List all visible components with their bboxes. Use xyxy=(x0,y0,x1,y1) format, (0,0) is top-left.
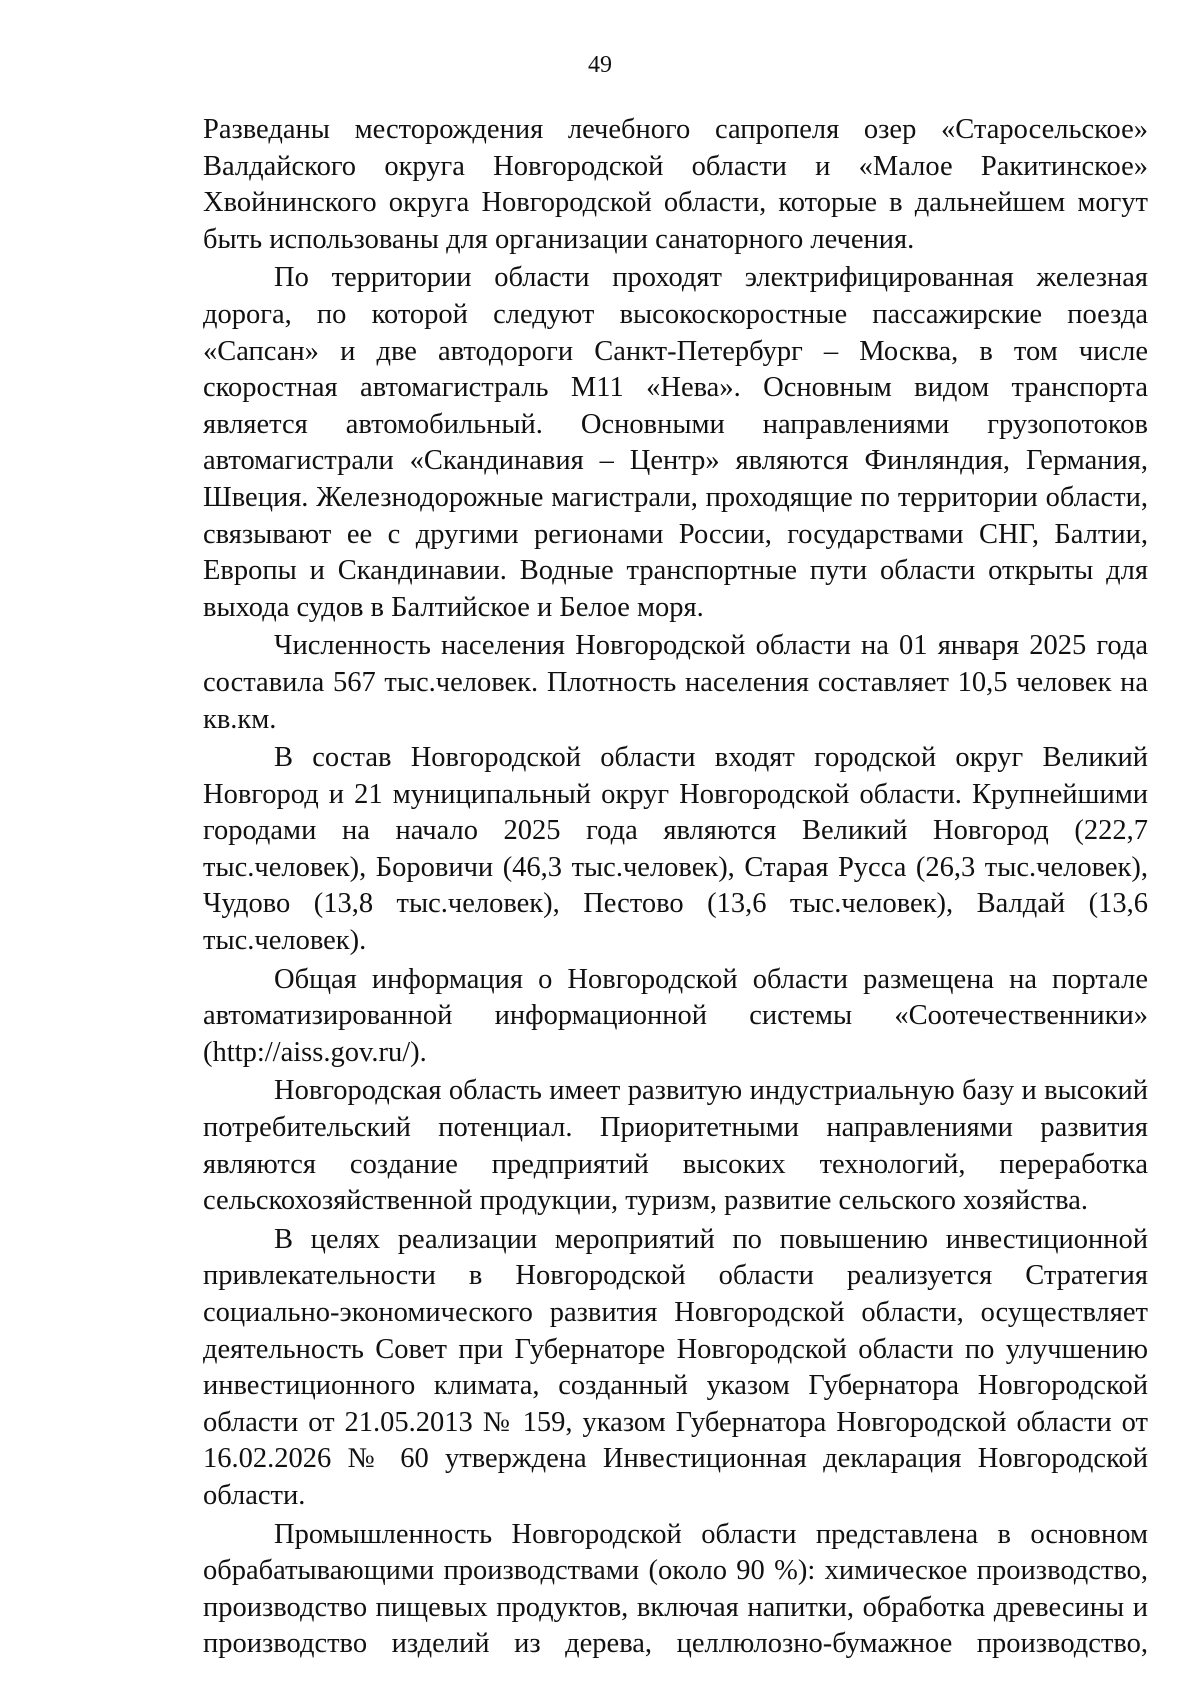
paragraph-administrative-structure: В состав Новгородской области входят городской округ Великий Новгород и 21 муниципальный округ Новгородской области. Крупнейшими городами на начало 2025 года являются Великий Новгород (222,7 тыс.человек), Боровичи (46,3 тыс.человек), Старая Русса (26,3 тыс.человек), Чудово (13,8 тыс.человек), Пестово (13,6 тыс.человек), Валдай (13,6 тыс.человек). xyxy=(203,742,1148,957)
paragraph-general-info-portal: Общая информация о Новгородской области размещена на портале автоматизированной информационной системы «Соотечественники» (http://aiss.gov.ru/). xyxy=(203,963,1148,1068)
paragraph-industrial-base: Новгородская область имеет развитую индустриальную базу и высокий потребительский потенциал. Приоритетными направлениями развития являются создание предприятий высоких технологий, переработка сельскохозяйственной продукции, туризм, развитие сельского хозяйства. xyxy=(203,1075,1148,1217)
paragraph-investment-attractiveness: В целях реализации мероприятий по повышению инвестиционной привлекательности в Новгородской области реализуется Стратегия социально-экономического развития Новгородской области, осуществляет деятельность Совет при Губернаторе Новгородской области по улучшению инвестиционного климата, созданный указом Губернатора Новгородской области от 21.05.2013 № 159, указом Губернатора Новгородской области от 16.02.2026 № 60 утверждена Инвестиционная декларация Новгородской области. xyxy=(203,1223,1148,1511)
paragraph-sapropel-deposits: Разведаны месторождения лечебного сапропеля озер «Старосельское» Валдайского округа Новгородской области и «Малое Ракитинское» Хвойнинского округа Новгородской области, которые в дальнейшем могут быть использованы для организации санаторного лечения. xyxy=(203,114,1148,255)
paragraph-transport: По территории области проходят электрифицированная железная дорога, по которой следуют высокоскоростные пассажирские поезда «Сапсан» и две автодороги Санкт-Петербург – Москва, в том числе скоростная автомагистраль М11 «Нева». Основным видом транспорта является автомобильный. Основными направлениями грузопотоков автомагистрали «Скандинавия – Центр» являются Финляндия, Германия, Швеция. Железнодорожные магистрали, проходящие по территории области, связывают ее с другими регионами России, государствами СНГ, Балтии, Европы и Скандинавии. Водные транспортные пути области открыты для выхода судов в Балтийское и Белое моря. xyxy=(203,262,1148,623)
paragraph-population: Численность населения Новгородской области на 01 января 2025 года составила 567 тыс.человек. Плотность населения составляет 10,5 человек на кв.км. xyxy=(203,630,1148,735)
paragraph-industry: Промышленность Новгородской области представлена в основном обрабатывающими производствами (около 90 %): химическое производство, производство пищевых продуктов, включая напитки, обработка древесины и производство изделий из дерева, целлюлозно-бумажное производство, xyxy=(203,1518,1148,1660)
page-number: 49 xyxy=(588,52,612,78)
document-body xyxy=(203,112,1148,1665)
